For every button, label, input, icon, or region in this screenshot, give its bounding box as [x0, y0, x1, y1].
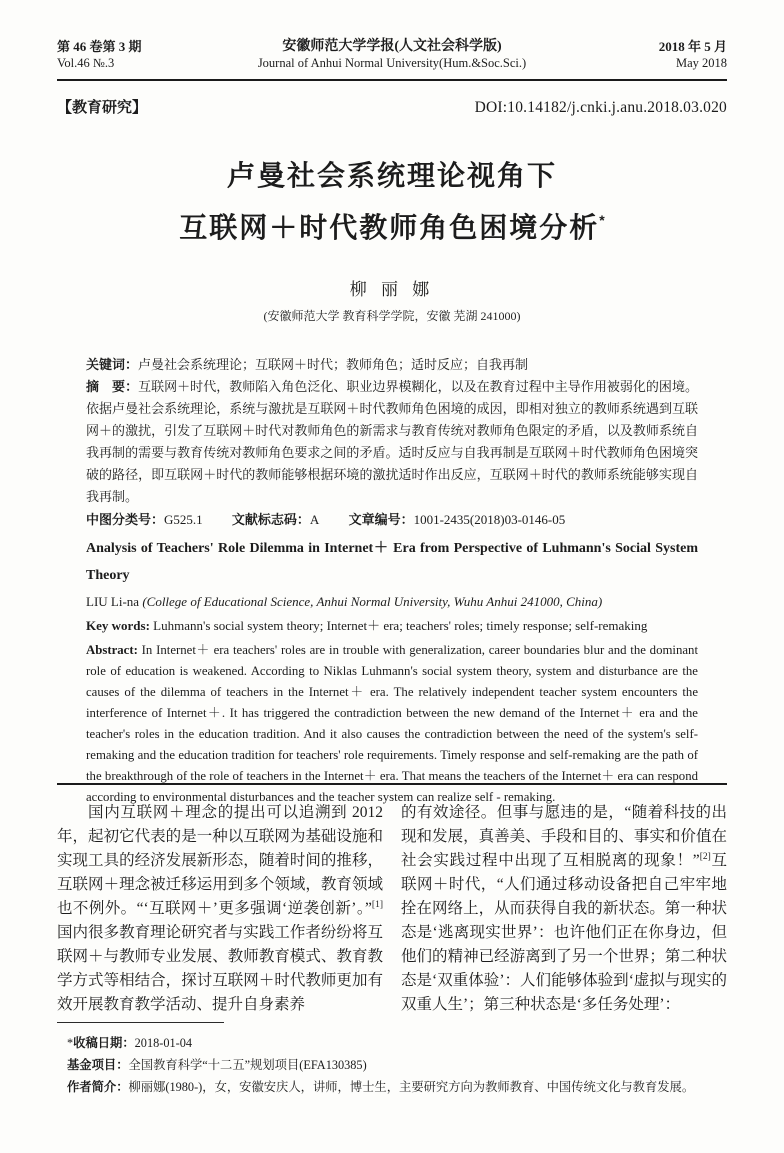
cn-abstract-text: 互联网＋时代，教师陷入角色泛化、职业边界模糊化，以及在教育过程中主导作用被弱化的困境。依据卢曼社会系统理论，系统与激扰是互联网＋时代教师角色困境的成因，即相对独立的教师系统遇到互联网＋的激扰，引发了互联网＋时代对教师角色的新需求与教育传统对教师角色限定的矛盾，以及教师系统自我再制的需要与教育传统对教师角色要求之间的矛盾。适时反应与自我再制是互联网＋时代教师角色困境突破的路径，即互联网＋时代的教师能够根据环境的激扰适时作出反应，互联网＋时代的教师系统能够实现自我再制。: [86, 379, 698, 504]
left-paragraph-part1: 国内互联网＋理念的提出可以追溯到 2012 年，起初它代表的是一种以互联网为基础设施和实现工具的经济发展新形态，随着时间的推移，互联网＋理念被迁移运用到多个领域，教育领域也不例外。“‘互联网＋’更多强调‘逆袭创新’。”: [57, 804, 383, 917]
clc-label: 中图分类号：: [86, 512, 165, 527]
en-affiliation: (College of Educational Science, Anhui Normal University, Wuhu Anhui 241000, China): [142, 594, 603, 609]
clc-value: G525.1: [164, 512, 203, 527]
footnote-received-date: [57, 1032, 727, 1054]
author-bio-label: 作者简介：: [67, 1080, 129, 1094]
volume-issue-block: [57, 38, 207, 72]
fund-project-label: 基金项目：: [67, 1058, 129, 1072]
issue-date-cn: 2018 年 5 月: [658, 39, 727, 54]
cn-keywords-text: 卢曼社会系统理论；互联网＋时代；教师角色；适时反应；自我再制: [138, 357, 529, 372]
article-title: [57, 153, 727, 250]
cn-abstract-block: [57, 354, 727, 531]
article-title-line2-text: 互联网＋时代教师角色困境分析: [179, 212, 600, 243]
left-paragraph-part2: 国内很多教育理论研究者与实践工作者纷纷将互联网＋与教师专业发展、教师教育模式、教育教学方式等相结合，探讨互联网＋时代教师更加有效开展教育教学活动、提升自身素养: [57, 924, 383, 1013]
body-column-right: [401, 801, 727, 1019]
meta-row: [57, 96, 727, 117]
en-abstract-text: In Internet＋ era teachers' roles are in trouble with generalization, career boundaries blur and the dominant role of education is weakened. According to Niklas Luhmann's social system theory, system and disturbance are the causes of the dilemma of teachers in the Internet＋ era. The relatively independent teacher system encounters the interference of Internet＋. It has triggered the contradiction between the new demand of the Internet＋ era and the teacher's roles in the education tradition. And it also causes the contradiction between the need of the system's self-remaking and the education tradition for teachers' role requirements. Timely response and self-remaking are the path of the breakthrough of the role of teachers in the Internet＋ era. That means the teachers of the Internet＋ era can respond according to environmental disturbances and the teacher system can realize self - remaking.: [86, 643, 699, 804]
journal-header: [57, 0, 727, 81]
article-id-pair: [349, 512, 566, 527]
body-paragraph-right: [401, 801, 727, 1017]
en-keywords-line: [86, 614, 698, 638]
volume-issue-en: Vol.46 №.3: [57, 56, 115, 70]
en-keywords-label: Key words:: [86, 618, 150, 633]
cn-keywords-line: [86, 354, 698, 376]
body-columns: [57, 801, 727, 1019]
en-abstract-block: [57, 535, 727, 808]
classification-line: [86, 509, 698, 531]
journal-title-en: Journal of Anhui Normal University(Hum.&Soc.Sci.): [257, 56, 527, 70]
article-id-value: 1001-2435(2018)03-0146-05: [413, 512, 566, 527]
footnote-star-marker: *: [67, 1036, 74, 1050]
fund-project-value: 全国教育科学“十二五”规划项目(EFA130385): [128, 1058, 367, 1072]
body-paragraph-left: [57, 801, 383, 1017]
en-abstract-label: Abstract:: [86, 643, 138, 657]
journal-title-block: [207, 38, 577, 72]
received-date-value: 2018-01-04: [134, 1036, 193, 1050]
footnote-divider: [57, 1022, 224, 1023]
received-date-label: 收稿日期：: [73, 1036, 135, 1050]
author-name: 柳 丽 娜: [349, 280, 435, 299]
title-footnote-marker: *: [599, 212, 605, 228]
article-title-line1: 卢曼社会系统理论视角下: [226, 160, 557, 191]
doi-text: DOI:10.14182/j.cnki.j.anu.2018.03.020: [474, 99, 727, 116]
en-author-line: [86, 589, 698, 614]
en-title: Analysis of Teachers' Role Dilemma in Internet＋ Era from Perspective of Luhmann's Social System Theory: [86, 541, 698, 583]
section-divider: [57, 783, 727, 785]
right-paragraph-part1: 的有效途径。但事与愿违的是，“随着科技的出现和发展，真善美、手段和目的、事实和价值在社会实践过程中出现了互相脱离的现象！”: [401, 804, 727, 869]
ref-marker-1: [1]: [371, 899, 383, 910]
footnote-fund-project: [57, 1054, 727, 1076]
journal-title-cn: 安徽师范大学学报(人文社会科学版): [282, 39, 502, 54]
cn-abstract-paragraph: [86, 376, 698, 508]
doc-code-value: A: [309, 512, 320, 527]
section-tag: 【教育研究】: [57, 99, 148, 116]
doc-code-label: 文献标志码：: [231, 512, 310, 527]
author-bio-value: 柳丽娜(1980-)，女，安徽安庆人，讲师，博士生，主要研究方向为教师教育、中国传统文化与教育发展。: [128, 1080, 695, 1094]
right-paragraph-part2: 互联网＋时代，“人们通过移动设备把自己牢牢地拴在网络上，从而获得自我的新状态。第一种状态是‘逃离现实世界’：也许他们正在你身边，但他们的精神已经游离到了另一个世界；第二种状态是‘双重体验’：人们能够体验到‘虚拟与现实的双重人生’；第三种状态是‘多任务处理’：: [401, 852, 727, 1013]
ref-marker-2: [2]: [699, 851, 711, 862]
cn-keywords-label: 关键词：: [86, 357, 139, 372]
clc-pair: [86, 512, 203, 527]
article-title-line2: [57, 198, 727, 250]
footnote-area: [57, 1022, 727, 1098]
en-keywords-text: Luhmann's social system theory; Internet＋ era; teachers' roles; timely response; self-remaking: [153, 618, 648, 633]
author-affiliation: (安徽师范大学 教育科学学院，安徽 芜湖 241000): [263, 309, 521, 323]
article-id-label: 文章编号：: [348, 512, 414, 527]
issue-date-block: [577, 38, 727, 72]
cn-abstract-label: 摘 要：: [86, 379, 139, 394]
issue-date-en: May 2018: [675, 56, 727, 70]
en-author: LIU Li-na: [86, 594, 140, 609]
doc-code-pair: [232, 512, 319, 527]
footnote-author-bio: [57, 1076, 727, 1098]
body-column-left: [57, 801, 383, 1019]
volume-issue-cn: 第 46 卷第 3 期: [57, 39, 142, 54]
